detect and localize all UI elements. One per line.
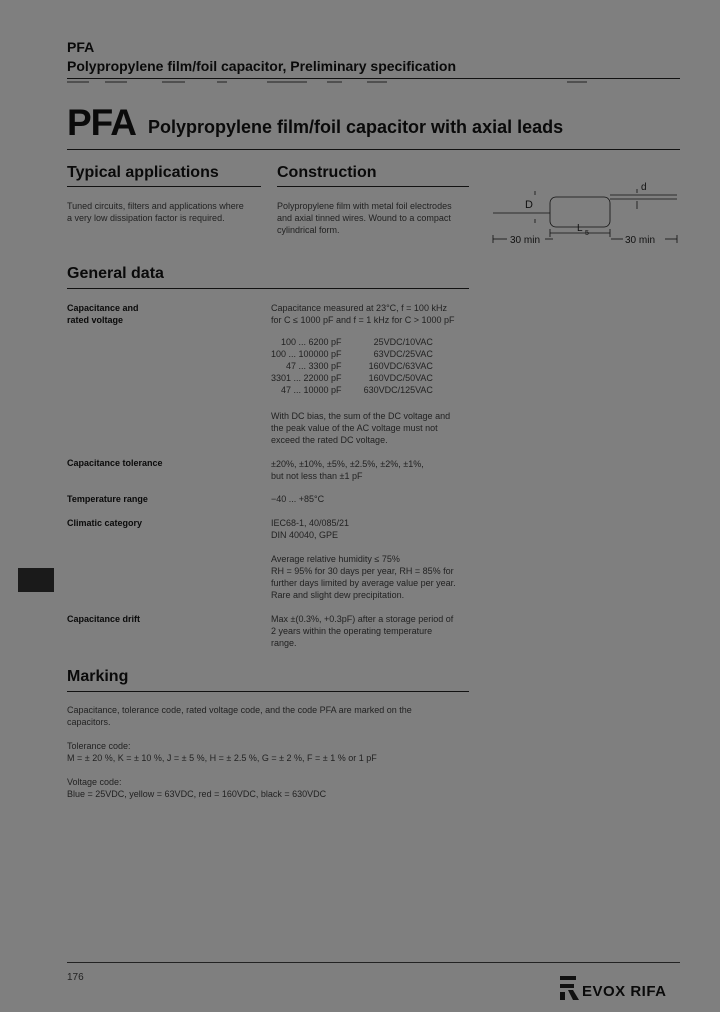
capacitance-note: With DC bias, the sum of the DC voltage and the peak value of the AC voltage must not exceed the rated DC voltage. xyxy=(271,411,451,445)
marking-paragraph: Capacitance, tolerance code, rated voltage code, and the code PFA are marked on the capacitors. xyxy=(67,705,412,727)
tolerance-code: Tolerance code: M = ± 20 %, K = ± 10 %, J = ± 5 %, H = ± 2.5 %, G = ± 2 %, F = ± 1 % or 1 pF xyxy=(67,741,377,763)
table-row: 100 ... 6200 pF 25VDC/10VAC xyxy=(281,337,433,347)
brand-name: EVOX RIFA xyxy=(582,983,667,1000)
evox-rifa-logo-icon xyxy=(560,976,580,1000)
typical-applications-heading: Typical applications xyxy=(67,164,219,181)
table-row: 3301 ... 22000 pF 160VDC/50VAC xyxy=(271,373,433,383)
label-L: L xyxy=(577,223,583,234)
header-dash-marks xyxy=(67,81,680,83)
climatic-value: IEC68-1, 40/085/21 DIN 40040, GPE xyxy=(271,518,350,540)
temperature-value: −40 ... +85°C xyxy=(271,494,325,504)
drift-label: Capacitance drift xyxy=(67,614,141,624)
dim-right: 30 min xyxy=(625,235,656,246)
product-code: PFA xyxy=(67,102,136,143)
capacitor-dimension-drawing xyxy=(485,175,685,250)
general-data-heading: General data xyxy=(67,265,164,282)
label-D: D xyxy=(525,199,533,211)
capacitance-label: Capacitance and rated voltage xyxy=(67,303,139,325)
typical-applications-text: Tuned circuits, filters and applications where a very low dissipation factor is required. xyxy=(67,201,244,223)
humidity-text: Average relative humidity ≤ 75% RH = 95% for 30 days per year, RH = 85% for further days limited by average value per year. Rare and slight dew precipitation. xyxy=(271,554,456,600)
marking-rule xyxy=(67,691,469,692)
voltage-table xyxy=(269,336,435,396)
voltage-code: Voltage code: Blue = 25VDC, yellow = 63VDC, red = 160VDC, black = 630VDC xyxy=(67,777,327,799)
label-L-sub: 5 xyxy=(585,230,589,237)
construction-text: Polypropylene film with metal foil electrodes and axial tinned wires. Wound to a compact cylindrical form. xyxy=(277,201,452,235)
table-row: 47 ... 10000 pF 630VDC/125VAC xyxy=(281,385,433,395)
construction-heading: Construction xyxy=(277,164,377,181)
section-tab-marker xyxy=(18,568,54,592)
header-series: PFA xyxy=(67,39,95,55)
tolerance-label: Capacitance tolerance xyxy=(67,458,163,468)
dim-left: 30 min xyxy=(510,235,541,246)
header-rule xyxy=(67,78,680,79)
page-number: 176 xyxy=(67,972,84,983)
label-d-small: d xyxy=(641,182,647,193)
construction-rule xyxy=(277,186,469,187)
product-subtitle: Polypropylene film/foil capacitor with axial leads xyxy=(148,117,564,137)
temperature-label: Temperature range xyxy=(67,494,148,504)
title-rule xyxy=(67,149,680,150)
typical-applications-rule xyxy=(67,186,261,187)
drift-value: Max ±(0.3%, +0.3pF) after a storage period of 2 years within the operating temperature range. xyxy=(271,614,454,648)
climatic-label: Climatic category xyxy=(67,518,143,528)
table-row: 100 ... 100000 pF 63VDC/25VAC xyxy=(271,349,433,359)
marking-heading: Marking xyxy=(67,668,129,685)
capacitance-intro: Capacitance measured at 23°C, f = 100 kHz for C ≤ 1000 pF and f = 1 kHz for C > 1000 pF xyxy=(271,303,455,325)
general-data-rule xyxy=(67,288,469,289)
tolerance-value: ±20%, ±10%, ±5%, ±2.5%, ±2%, ±1%, but not less than ±1 pF xyxy=(271,459,424,481)
header-doc-title: Polypropylene film/foil capacitor, Preliminary specification xyxy=(67,58,457,74)
table-row: 47 ... 3300 pF 160VDC/63VAC xyxy=(286,361,433,371)
footer-rule xyxy=(67,962,680,963)
